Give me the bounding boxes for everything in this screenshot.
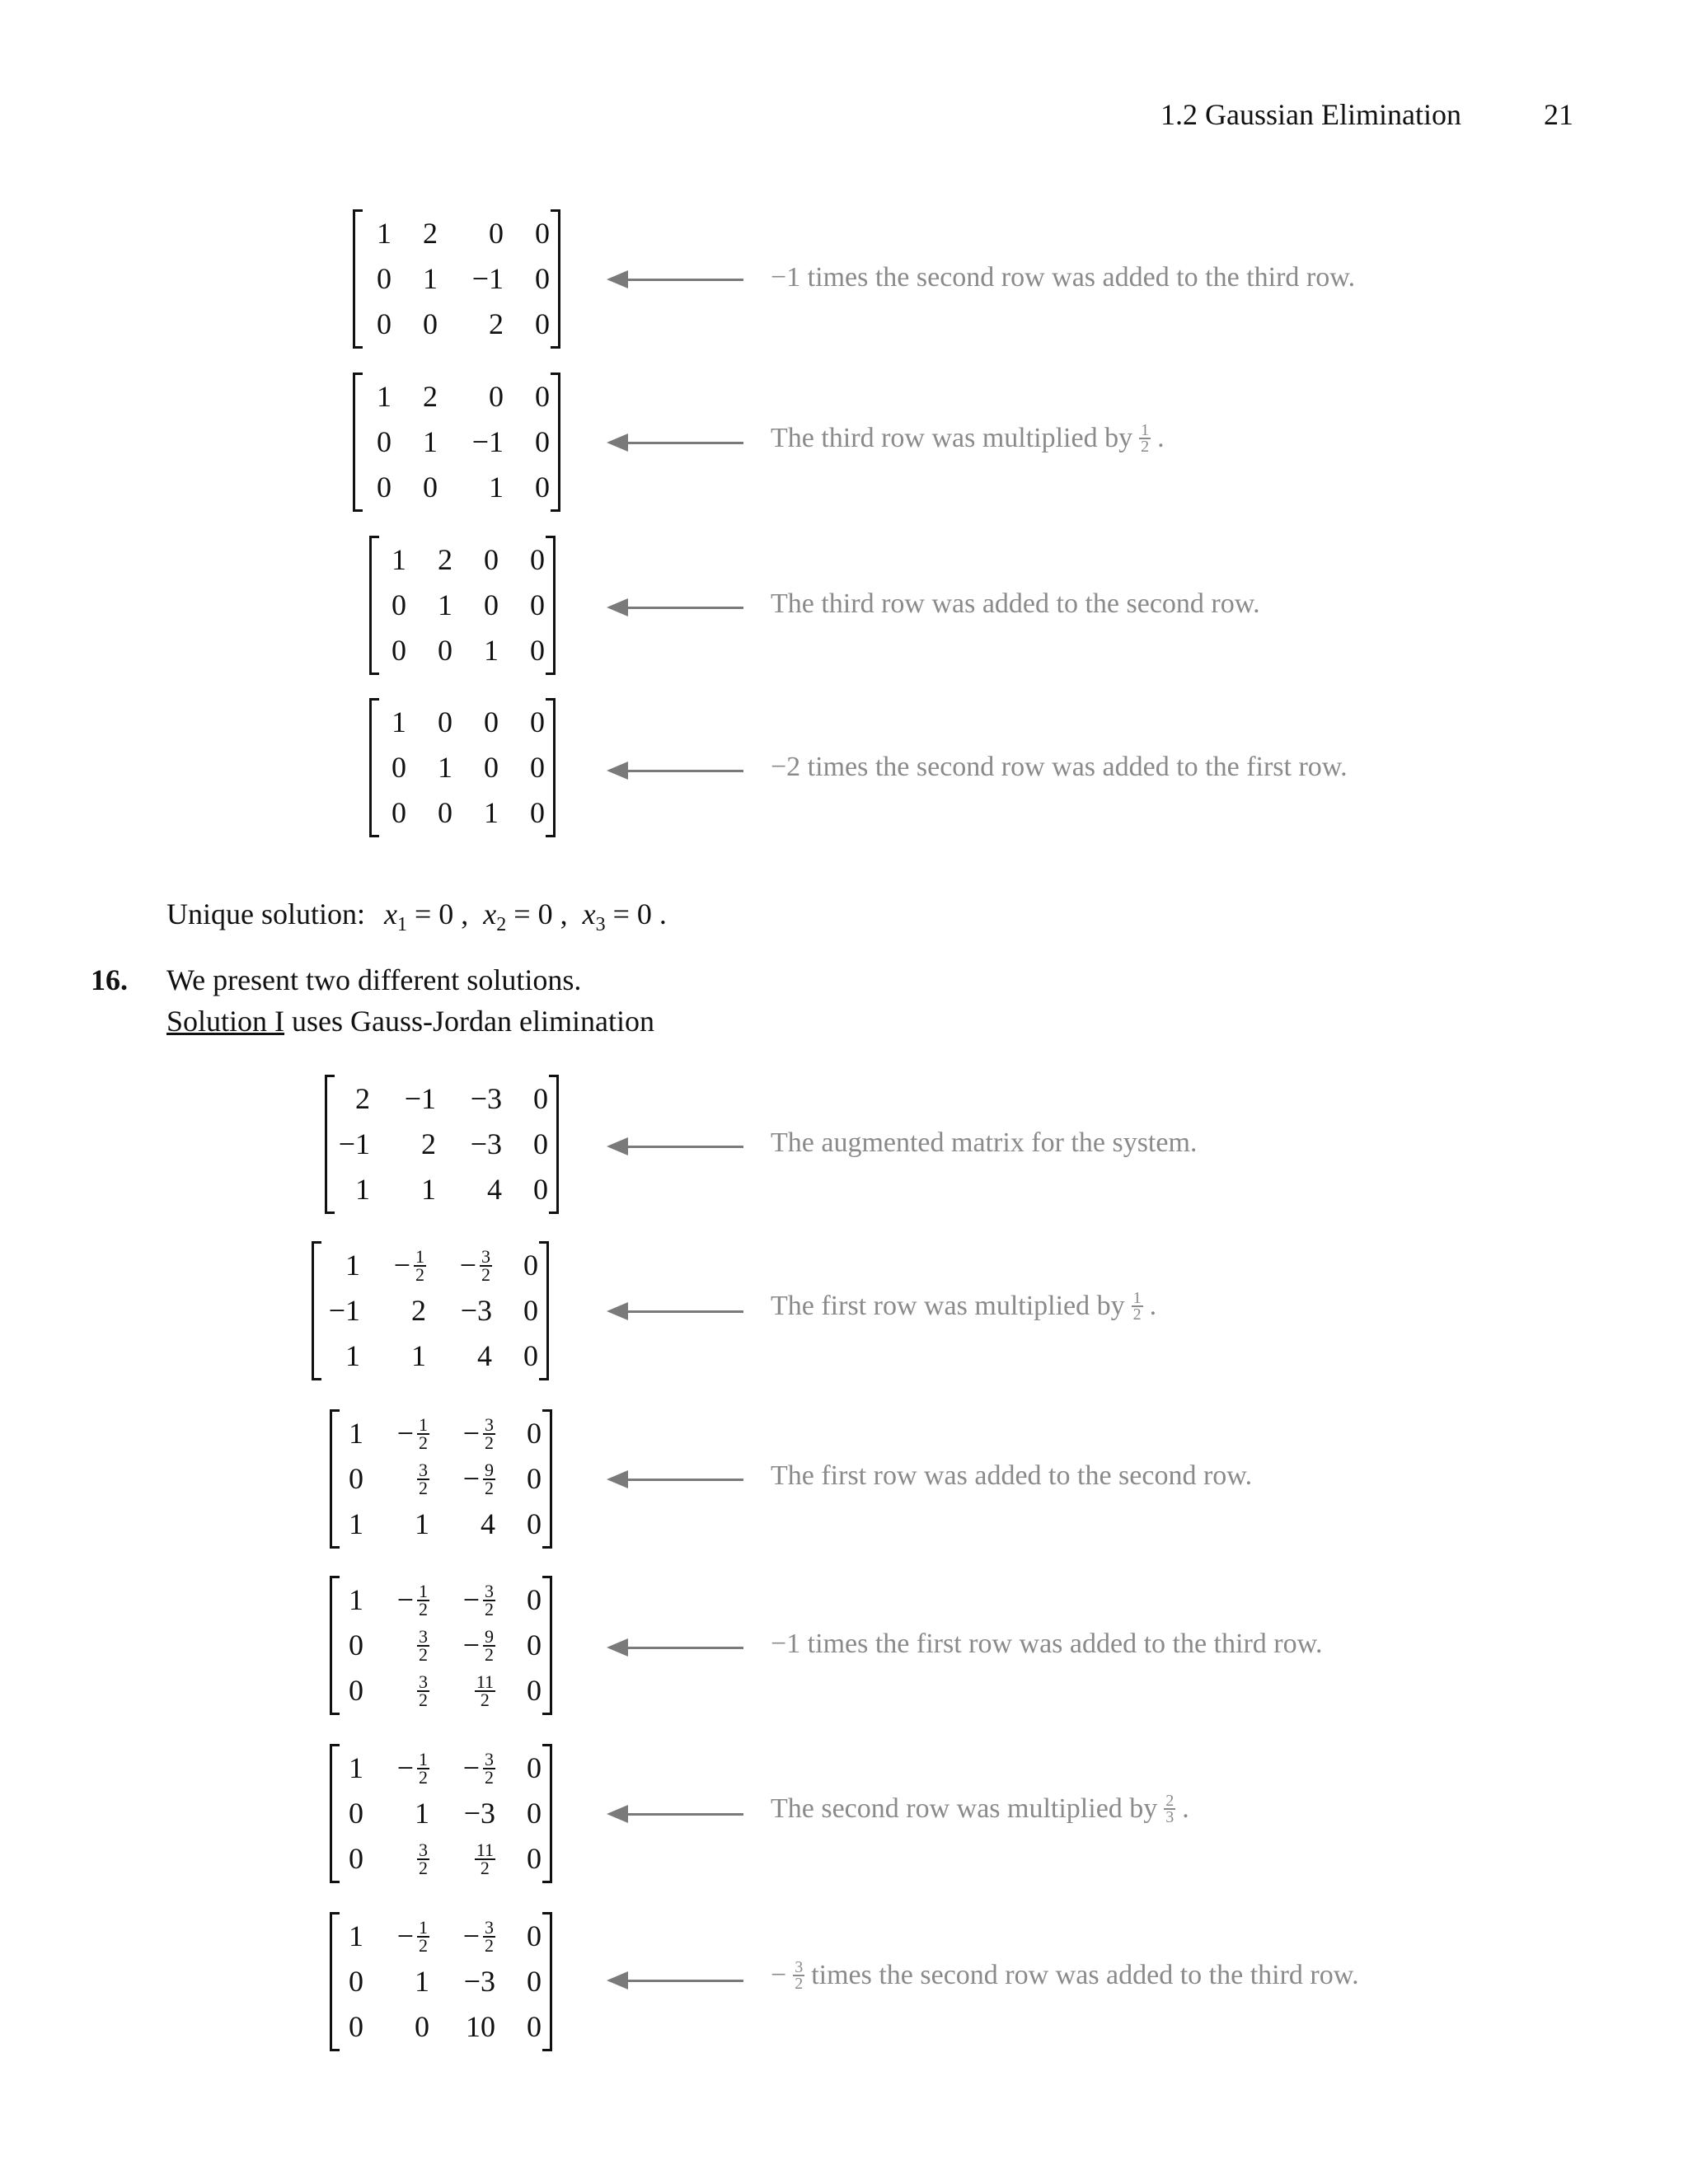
matrix-cell: 0 [489, 217, 504, 250]
matrix-cell: −3 [463, 1797, 495, 1830]
solution-label: Solution I [166, 1005, 285, 1038]
matrix-cell: 1 [349, 1919, 363, 1952]
matrix-cell: 1 [345, 1339, 360, 1372]
matrix-cell [417, 1456, 429, 1502]
matrix-cell: 0 [527, 1751, 542, 1784]
step-note: The second row was multiplied by $\frac{2}{3}$ . [771, 1792, 1189, 1826]
matrix-cell: 1 [421, 1173, 436, 1206]
matrix-cell: 0 [377, 262, 392, 295]
fraction: $\frac{3}{2}$ [481, 1245, 490, 1285]
matrix-cell: 0 [392, 751, 406, 784]
matrix-cell: 0 [527, 1965, 542, 1998]
matrix-cell: 2 [421, 1127, 436, 1160]
matrix-cell: 0 [530, 705, 545, 738]
matrix-cell: 0 [535, 262, 550, 295]
matrix-cell: − $\frac{3}{2}$ [462, 1580, 494, 1619]
matrix-cell: − $\frac{3}{2}$ [462, 1413, 494, 1453]
matrix-cell: −1 [338, 1127, 370, 1160]
fraction: $\frac{1}{2}$ [1141, 421, 1150, 456]
left-arrow-icon [612, 1813, 743, 1816]
fraction: $\frac{1}{2}$ [419, 1748, 428, 1788]
matrix-cell: 0 [349, 1674, 363, 1707]
matrix-cell: 2 [438, 543, 452, 576]
matrix-cell: 1 [438, 588, 452, 621]
matrix-cell: 0 [527, 1507, 542, 1540]
matrix-cell: 1 [415, 1965, 429, 1998]
matrix-cell: 1 [355, 1173, 370, 1206]
page-number: 21 [1544, 98, 1573, 131]
matrix-cell: 0 [523, 1294, 538, 1327]
fraction: $\frac{3}{2}$ [795, 1958, 804, 1993]
matrix-cell: −3 [460, 1294, 492, 1327]
left-arrow-icon [612, 770, 743, 772]
matrix-cell: 1 [411, 1339, 426, 1372]
matrix-cell: 0 [349, 1842, 363, 1875]
fraction: $\frac{9}{2}$ [485, 1625, 494, 1665]
matrix-1 [353, 209, 560, 349]
matrix-cell: 0 [527, 1842, 542, 1875]
matrix-cell: 2 [355, 1082, 370, 1115]
matrix-cell: 0 [527, 1797, 542, 1830]
matrix-10 [330, 1912, 552, 2051]
matrix-cell: 4 [481, 1507, 495, 1540]
matrix-cell: 1 [484, 634, 499, 667]
step-note: −2 times the second row was added to the first row. [771, 752, 1348, 782]
matrix-cell: 0 [533, 1082, 548, 1115]
matrix-cell: −3 [463, 1965, 495, 1998]
matrix-2 [353, 373, 560, 512]
step-note: The third row was multiplied by $\frac{1}{2}$ . [771, 421, 1165, 456]
matrix-cell: 1 [377, 380, 392, 413]
matrix-cell: 0 [377, 425, 392, 458]
matrix-cell: −1 [471, 425, 504, 458]
fraction: $\frac{2}{3}$ [1165, 1792, 1175, 1826]
matrix-cell: 2 [489, 307, 504, 340]
matrix-cell: 0 [527, 1583, 542, 1616]
matrix-cell: 0 [535, 380, 550, 413]
matrix-cell: −1 [471, 262, 504, 295]
fraction: $\frac{3}{2}$ [419, 1671, 428, 1710]
matrix-cell: − $\frac{9}{2}$ [462, 1459, 494, 1498]
matrix-cell: 1 [349, 1417, 363, 1450]
left-arrow-icon [612, 607, 743, 609]
matrix-cell: − $\frac{9}{2}$ [462, 1625, 494, 1665]
matrix-cell: 0 [533, 1173, 548, 1206]
step-note: The first row was added to the second row. [771, 1460, 1253, 1491]
matrix-cell: 0 [535, 307, 550, 340]
step-note-text: times the second row was added to the third row. [811, 1960, 1359, 1990]
matrix-cell: 0 [484, 543, 499, 576]
matrix-cell: − $\frac{1}{2}$ [396, 1580, 428, 1619]
matrix-cell: 0 [392, 588, 406, 621]
solution-heading [166, 1004, 654, 1038]
fraction: $\frac{9}{2}$ [485, 1459, 494, 1498]
matrix-cell: 1 [349, 1751, 363, 1784]
fraction: $\frac{11}{2}$ [476, 1839, 494, 1878]
fraction: $\frac{11}{2}$ [476, 1671, 494, 1710]
matrix-cell [475, 1668, 495, 1713]
matrix-cell: 0 [349, 2010, 363, 2043]
step-note: The first row was multiplied by $\frac{1}{2}$ . [771, 1289, 1157, 1324]
matrix-cell: 0 [530, 588, 545, 621]
fraction: $\frac{1}{2}$ [419, 1580, 428, 1619]
matrix-cell: 0 [535, 425, 550, 458]
step-note-text: The first row was multiplied by [771, 1291, 1125, 1321]
fraction: $\frac{3}{2}$ [485, 1580, 494, 1619]
matrix-cell: 0 [535, 471, 550, 504]
matrix-cell: − $\frac{1}{2}$ [393, 1245, 424, 1285]
matrix-cell: −1 [328, 1294, 360, 1327]
left-arrow-icon [612, 1479, 743, 1481]
matrix-cell: 0 [349, 1462, 363, 1495]
matrix-cell: 0 [349, 1797, 363, 1830]
matrix-4 [369, 698, 556, 837]
matrix-cell: 0 [423, 471, 438, 504]
matrix-cell: 1 [489, 471, 504, 504]
matrix-cell: 0 [533, 1127, 548, 1160]
matrix-cell: 0 [530, 543, 545, 576]
step-note: − $\frac{3}{2}$ times the second row was added to the third row. [771, 1958, 1359, 1993]
matrix-cell: 0 [484, 705, 499, 738]
fraction: $\frac{1}{2}$ [415, 1245, 424, 1285]
matrix-cell: 0 [527, 1462, 542, 1495]
left-arrow-icon [612, 1647, 743, 1649]
matrix-cell: 0 [392, 634, 406, 667]
step-note: −1 times the second row was added to the third row. [771, 262, 1356, 293]
matrix-cell: − $\frac{1}{2}$ [396, 1748, 428, 1788]
matrix-cell: 4 [477, 1339, 492, 1372]
matrix-cell [475, 1836, 495, 1882]
matrix-cell: 0 [527, 1629, 542, 1661]
fraction: $\frac{3}{2}$ [419, 1459, 428, 1498]
problem-number: 16. [91, 963, 128, 996]
fraction: $\frac{3}{2}$ [485, 1748, 494, 1788]
matrix-cell: 1 [349, 1507, 363, 1540]
matrix-cell: 0 [527, 2010, 542, 2043]
matrix-cell: 1 [349, 1583, 363, 1616]
matrix-cell: 2 [423, 380, 438, 413]
matrix-5 [325, 1075, 559, 1214]
matrix-6 [312, 1241, 549, 1380]
matrix-cell: 0 [484, 751, 499, 784]
matrix-cell: 0 [535, 217, 550, 250]
matrix-cell: 1 [392, 705, 406, 738]
matrix-cell: −3 [470, 1082, 502, 1115]
matrix-cell: 1 [415, 1507, 429, 1540]
fraction: $\frac{3}{2}$ [419, 1625, 428, 1665]
matrix-cell: 0 [377, 471, 392, 504]
matrix-cell: 1 [423, 262, 438, 295]
left-arrow-icon [612, 279, 743, 281]
matrix-cell: − $\frac{1}{2}$ [396, 1413, 428, 1453]
solution-description: uses Gauss-Jordan elimination [284, 1005, 654, 1038]
matrix-cell: 1 [423, 425, 438, 458]
fraction: $\frac{3}{2}$ [485, 1916, 494, 1956]
matrix-cell: 1 [377, 217, 392, 250]
matrix-cell: 0 [523, 1339, 538, 1372]
left-arrow-icon [612, 1310, 743, 1313]
matrix-cell: 2 [411, 1294, 426, 1327]
matrix-cell: 1 [438, 751, 452, 784]
matrix-cell: − $\frac{3}{2}$ [462, 1916, 494, 1956]
matrix-cell: 10 [466, 2010, 495, 2043]
left-arrow-icon [612, 442, 743, 444]
unique-solution-label: Unique solution: [166, 898, 365, 930]
matrix-cell: 0 [530, 634, 545, 667]
matrix-cell: 2 [423, 217, 438, 250]
matrix-cell: − $\frac{3}{2}$ [459, 1245, 490, 1285]
matrix-cell: − $\frac{3}{2}$ [462, 1748, 494, 1788]
matrix-cell: −3 [470, 1127, 502, 1160]
matrix-cell: 0 [530, 751, 545, 784]
unique-solution-line: Unique solution: $x_1 = 0$ , $x_2 = 0$ , $x_3 = 0$ . [166, 898, 667, 936]
left-arrow-icon [612, 1146, 743, 1148]
matrix-cell: − $\frac{1}{2}$ [396, 1916, 428, 1956]
matrix-cell: 1 [415, 1797, 429, 1830]
matrix-cell: 0 [484, 588, 499, 621]
matrix-cell [417, 1668, 429, 1713]
step-note: −1 times the first row was added to the third row. [771, 1629, 1323, 1659]
fraction: $\frac{1}{2}$ [419, 1413, 428, 1453]
matrix-cell: 0 [377, 307, 392, 340]
matrix-cell: 0 [415, 2010, 429, 2043]
matrix-cell: 0 [527, 1919, 542, 1952]
fraction: $\frac{1}{2}$ [419, 1916, 428, 1956]
intro-text: We present two different solutions. [166, 963, 582, 996]
matrix-cell: 1 [345, 1249, 360, 1282]
fraction: $\frac{3}{2}$ [485, 1413, 494, 1453]
matrix-cell: 0 [349, 1965, 363, 1998]
matrix-cell: 0 [423, 307, 438, 340]
matrix-cell: 1 [392, 543, 406, 576]
step-note: The augmented matrix for the system. [771, 1127, 1198, 1158]
matrix-9 [330, 1744, 552, 1883]
matrix-cell: 0 [438, 705, 452, 738]
page-header-title: 1.2 Gaussian Elimination [1160, 98, 1461, 131]
step-note-text: The third row was multiplied by [771, 423, 1133, 453]
fraction: $\frac{3}{2}$ [419, 1839, 428, 1878]
matrix-cell [417, 1623, 429, 1668]
matrix-3 [369, 536, 556, 675]
matrix-cell: 0 [523, 1249, 538, 1282]
matrix-cell: −1 [404, 1082, 436, 1115]
matrix-cell: 4 [487, 1173, 502, 1206]
step-note: The third row was added to the second row. [771, 588, 1260, 619]
step-note-text: The second row was multiplied by [771, 1793, 1158, 1824]
matrix-cell: 0 [530, 796, 545, 829]
matrix-cell: 0 [438, 796, 452, 829]
left-arrow-icon [612, 1980, 743, 1982]
matrix-cell: 0 [438, 634, 452, 667]
matrix-8 [330, 1576, 552, 1715]
matrix-cell: 0 [489, 380, 504, 413]
matrix-7 [330, 1409, 552, 1549]
matrix-cell: 1 [484, 796, 499, 829]
matrix-cell: 0 [527, 1674, 542, 1707]
matrix-cell [417, 1836, 429, 1882]
fraction: $\frac{1}{2}$ [1132, 1289, 1142, 1324]
matrix-cell: 0 [349, 1629, 363, 1661]
matrix-cell: 0 [392, 796, 406, 829]
matrix-cell: 0 [527, 1417, 542, 1450]
